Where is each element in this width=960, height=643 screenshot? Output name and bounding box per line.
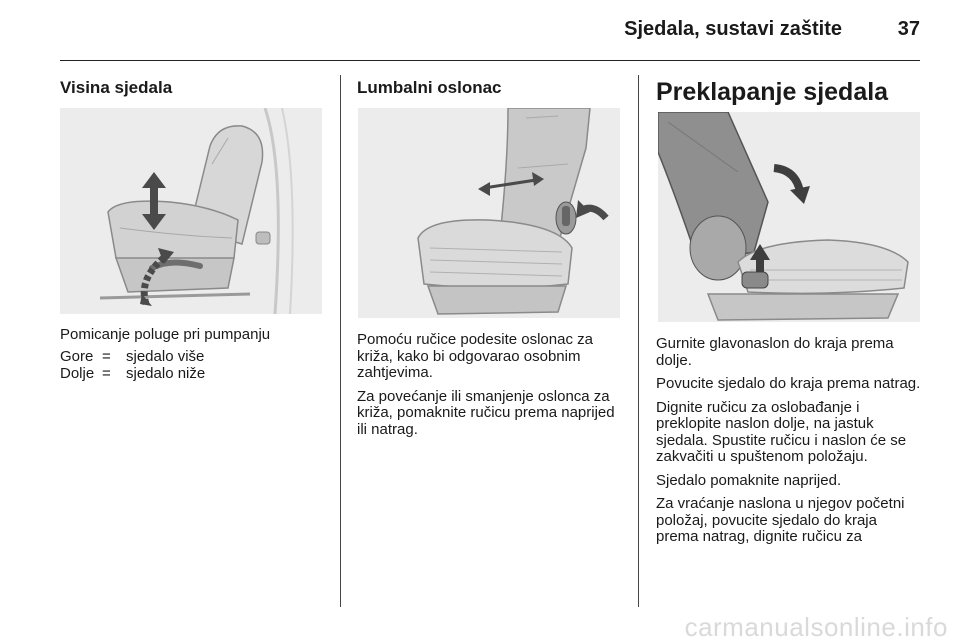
page-number: 37: [897, 18, 920, 40]
header-rule: [60, 60, 920, 61]
lumbar-paragraph: Za povećanje ili smanjenje oslonca za križa, pomaknite ručicu prema naprijed ili natrag.: [357, 387, 615, 438]
section-heading-seat-height: Visina sjedala: [60, 78, 173, 97]
definition-description: sjedalo više: [126, 348, 205, 365]
seat-height-definitions: [60, 349, 205, 382]
folding-text: [656, 336, 922, 553]
seat-height-caption: Pomicanje poluge pri pumpanju: [60, 326, 271, 343]
column-divider-2: [638, 75, 639, 607]
definition-term: Gore: [60, 348, 94, 365]
lumbar-paragraph: Pomoću ručice podesite oslonac za križa, kako bi odgovarao osobnim zahtjevima.: [357, 331, 593, 381]
column-divider-1: [340, 75, 341, 607]
lumbar-support-illustration: [358, 108, 620, 318]
folding-paragraph: Gurnite glavonaslon do kraja prema dolje.: [656, 335, 894, 369]
seat-folding-illustration: [658, 112, 920, 322]
section-heading-folding: Preklapanje sjedala: [656, 78, 889, 106]
definition-separator: =: [102, 348, 111, 365]
folding-paragraph: Povucite sjedalo do kraja prema natrag.: [656, 375, 921, 392]
definition-row: [60, 366, 205, 383]
section-folding: [656, 78, 922, 106]
definition-description: sjedalo niže: [126, 364, 206, 382]
section-lumbar: [357, 78, 623, 98]
folding-paragraph: Sjedalo pomaknite naprijed.: [656, 471, 842, 489]
definition-row: [60, 349, 205, 366]
definition-separator: =: [102, 364, 111, 382]
lumbar-text: [357, 332, 623, 445]
running-header-title: Sjedala, sustavi zaštite: [624, 18, 842, 40]
seat-height-illustration: [60, 108, 322, 314]
section-seat-height: [60, 78, 326, 98]
section-heading-lumbar: Lumbalni oslonac: [357, 78, 502, 97]
folding-paragraph: Dignite ručicu za oslobađanje i preklopite naslon dolje, na jastuk sjedala. Spustite ručicu i naslon će se zakvačiti u spuštenom položaju.: [656, 398, 907, 465]
watermark-text: carmanualsonline.info: [684, 612, 948, 642]
definition-term: Dolje: [60, 364, 95, 382]
folding-paragraph: Za vraćanje naslona u njegov početni položaj, povucite sjedalo do kraja prema natrag, dignite ručicu za: [656, 495, 905, 545]
